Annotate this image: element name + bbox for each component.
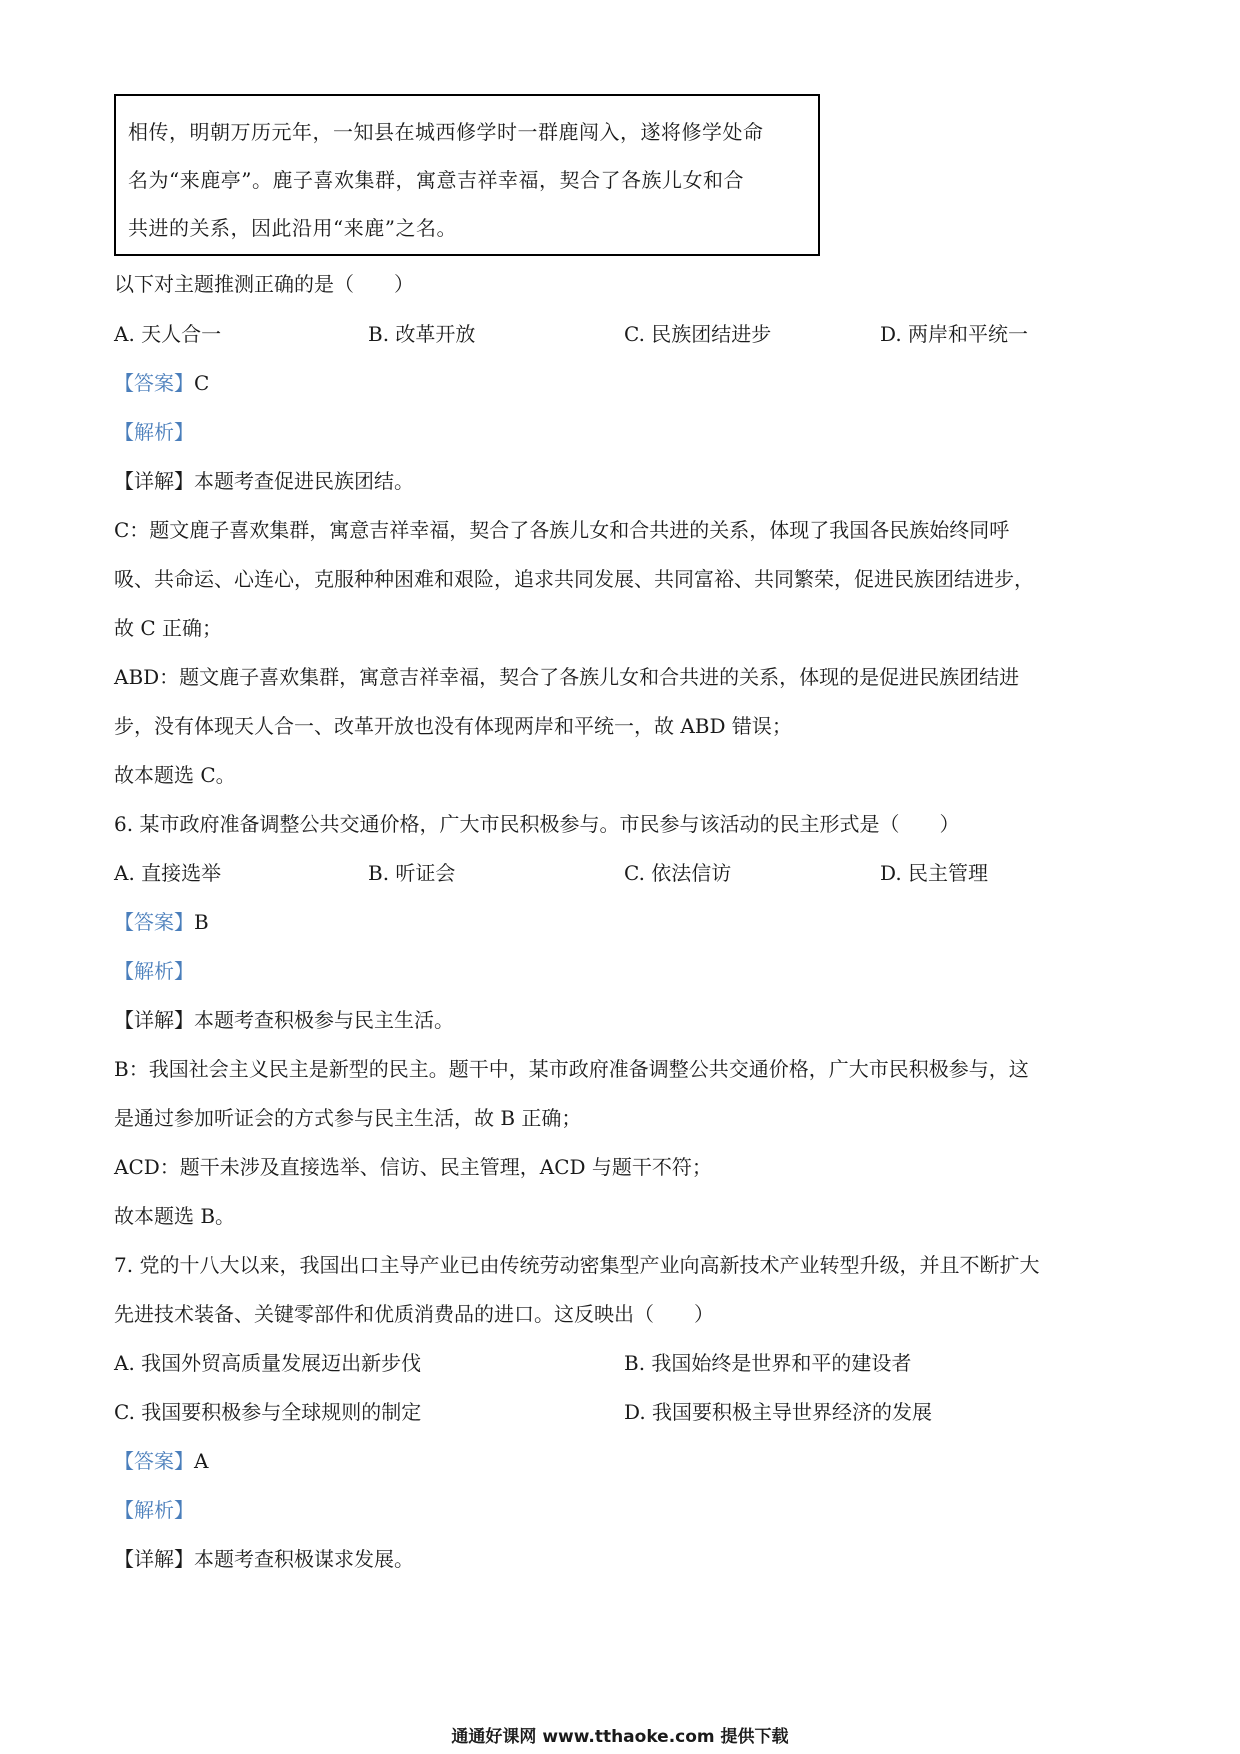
q7-option-c: C. 我国要积极参与全球规则的制定 <box>114 1400 422 1424</box>
passage-line: 相传，明朝万历元年，一知县在城西修学时一群鹿闯入，遂将修学处命 <box>128 120 764 144</box>
q7-stem-line: 7. 党的十八大以来，我国出口主导产业已由传统劳动密集型产业向高新技术产业转型升级，并且不断扩大 <box>114 1253 1040 1277</box>
footer-watermark: 通通好课网 www.tthaoke.com 提供下载 <box>451 1727 789 1747</box>
q5-explain-line: 步，没有体现天人合一、改革开放也没有体现两岸和平统一，故 ABD 错误； <box>114 714 792 738</box>
q5-explain-line: C：题文鹿子喜欢集群，寓意吉祥幸福，契合了各族儿女和合共进的关系，体现了我国各民族始终同呼 <box>114 518 1010 542</box>
q6-explain-line: 是通过参加听证会的方式参与民主生活，故 B 正确； <box>114 1106 582 1130</box>
q5-explain-line: 故 C 正确； <box>114 616 223 640</box>
q5-analysis-tag: 【解析】 <box>114 420 194 444</box>
q5-explain-line: 故本题选 C。 <box>114 763 236 787</box>
q6-detail: 【详解】本题考查积极参与民主生活。 <box>114 1008 454 1032</box>
answer-tag: 【答案】 <box>114 910 194 934</box>
passage-line: 名为“来鹿亭”。鹿子喜欢集群，寓意吉祥幸福，契合了各族儿女和合 <box>128 168 744 192</box>
q6-option-c: C. 依法信访 <box>624 861 732 885</box>
q6-option-a: A. 直接选举 <box>114 861 222 885</box>
q6-explain-line: ACD：题干未涉及直接选举、信访、民主管理，ACD 与题干不符； <box>114 1155 712 1179</box>
q7-option-a: A. 我国外贸高质量发展迈出新步伐 <box>114 1351 422 1375</box>
q5-answer <box>114 369 209 397</box>
q5-explain-line: 吸、共命运、心连心，克服种种困难和艰险，追求共同发展、共同富裕、共同繁荣，促进民族团结进步， <box>114 567 1034 591</box>
q6-option-b: B. 听证会 <box>368 861 456 885</box>
q7-detail: 【详解】本题考查积极谋求发展。 <box>114 1547 414 1571</box>
q5-option-c: C. 民族团结进步 <box>624 322 772 346</box>
q7-option-d: D. 我国要积极主导世界经济的发展 <box>624 1400 933 1424</box>
q6-answer <box>114 908 209 936</box>
q5-option-d: D. 两岸和平统一 <box>880 322 1029 346</box>
answer-tag: 【答案】 <box>114 1449 194 1473</box>
q6-stem: 6. 某市政府准备调整公共交通价格，广大市民积极参与。市民参与该活动的民主形式是（ ） <box>114 812 960 836</box>
answer-value: A <box>194 1449 209 1473</box>
q5-stem: 以下对主题推测正确的是（ ） <box>114 272 414 296</box>
passage-box <box>114 94 820 256</box>
answer-value: C <box>194 371 210 395</box>
q6-option-d: D. 民主管理 <box>880 861 989 885</box>
q6-analysis-tag: 【解析】 <box>114 959 194 983</box>
q7-option-b: B. 我国始终是世界和平的建设者 <box>624 1351 912 1375</box>
answer-tag: 【答案】 <box>114 371 194 395</box>
q7-analysis-tag: 【解析】 <box>114 1498 194 1522</box>
passage-line: 共进的关系，因此沿用“来鹿”之名。 <box>128 216 457 240</box>
q7-stem-line: 先进技术装备、关键零部件和优质消费品的进口。这反映出（ ） <box>114 1302 714 1326</box>
q5-option-a: A. 天人合一 <box>114 322 222 346</box>
q7-answer <box>114 1447 208 1475</box>
q5-detail: 【详解】本题考查促进民族团结。 <box>114 469 414 493</box>
q5-explain-line: ABD：题文鹿子喜欢集群，寓意吉祥幸福，契合了各族儿女和合共进的关系，体现的是促进民族团结进 <box>114 665 1020 689</box>
q6-explain-line: B：我国社会主义民主是新型的民主。题干中，某市政府准备调整公共交通价格，广大市民积极参与，这 <box>114 1057 1029 1081</box>
answer-value: B <box>194 910 209 934</box>
q6-explain-line: 故本题选 B。 <box>114 1204 236 1228</box>
q5-option-b: B. 改革开放 <box>368 322 476 346</box>
